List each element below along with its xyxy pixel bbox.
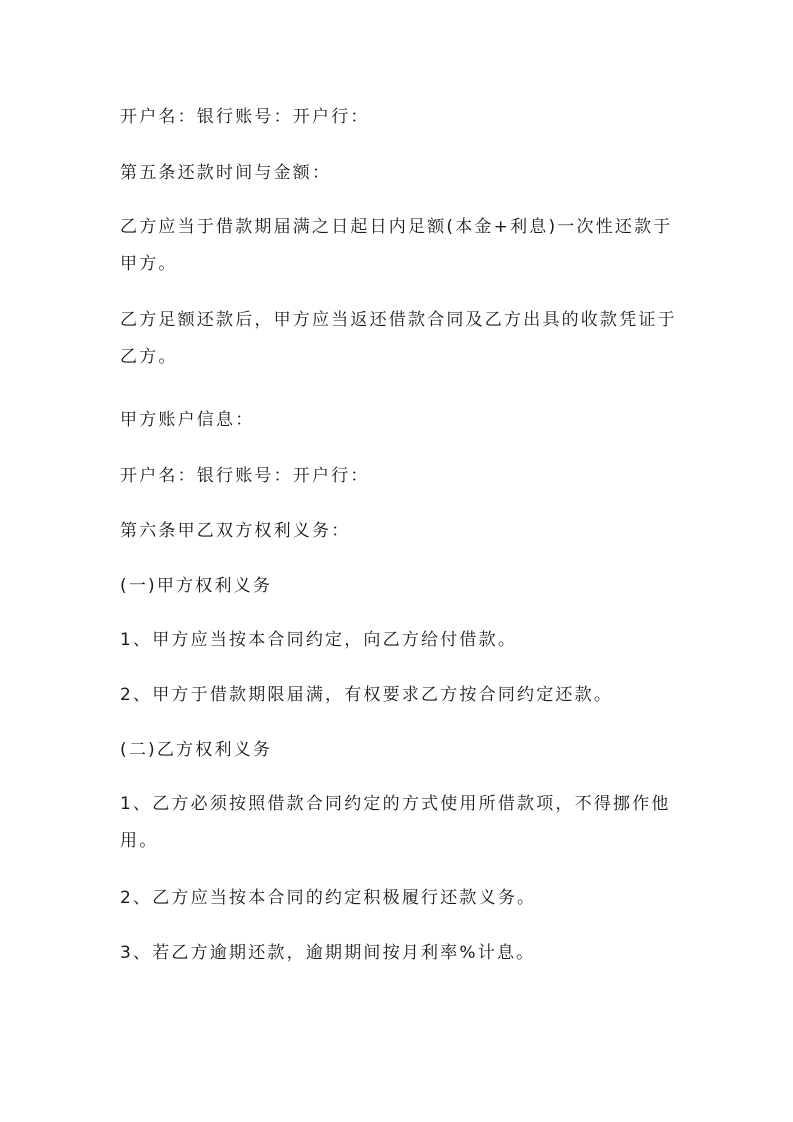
paragraph-return-contract: 乙方足额还款后，甲方应当返还借款合同及乙方出具的收款凭证于乙方。 — [120, 310, 677, 367]
paragraph-party-b-item-1: 1、乙方必须按照借款合同约定的方式使用所借款项，不得挪作他用。 — [120, 794, 671, 851]
paragraph-party-b-item-2: 2、乙方应当按本合同的约定积极履行还款义务。 — [120, 888, 537, 908]
paragraph-article-6-title: 第六条甲乙双方权利义务： — [120, 521, 351, 541]
paragraph-party-a-item-1: 1、甲方应当按本合同约定，向乙方给付借款。 — [120, 630, 518, 650]
paragraph-party-b-item-3: 3、若乙方逾期还款，逾期期间按月利率%计息。 — [120, 943, 536, 963]
paragraph-party-b-rights-heading: (二)乙方权利义务 — [120, 740, 273, 760]
paragraph-article-5-title: 第五条还款时间与金额： — [120, 163, 332, 183]
paragraph-party-a-item-2: 2、甲方于借款期限届满，有权要求乙方按合同约定还款。 — [120, 685, 614, 705]
paragraph-party-a-account: 甲方账户信息： — [120, 410, 255, 430]
paragraph-party-a-rights-heading: (一)甲方权利义务 — [120, 576, 273, 596]
paragraph-account-info-2: 开户名：银行账号：开户行： — [120, 466, 370, 486]
paragraph-account-info-1: 开户名：银行账号：开户行： — [120, 107, 370, 127]
paragraph-repayment-full: 乙方应当于借款期届满之日起日内足额(本金+利息)一次性还款于甲方。 — [120, 217, 673, 274]
